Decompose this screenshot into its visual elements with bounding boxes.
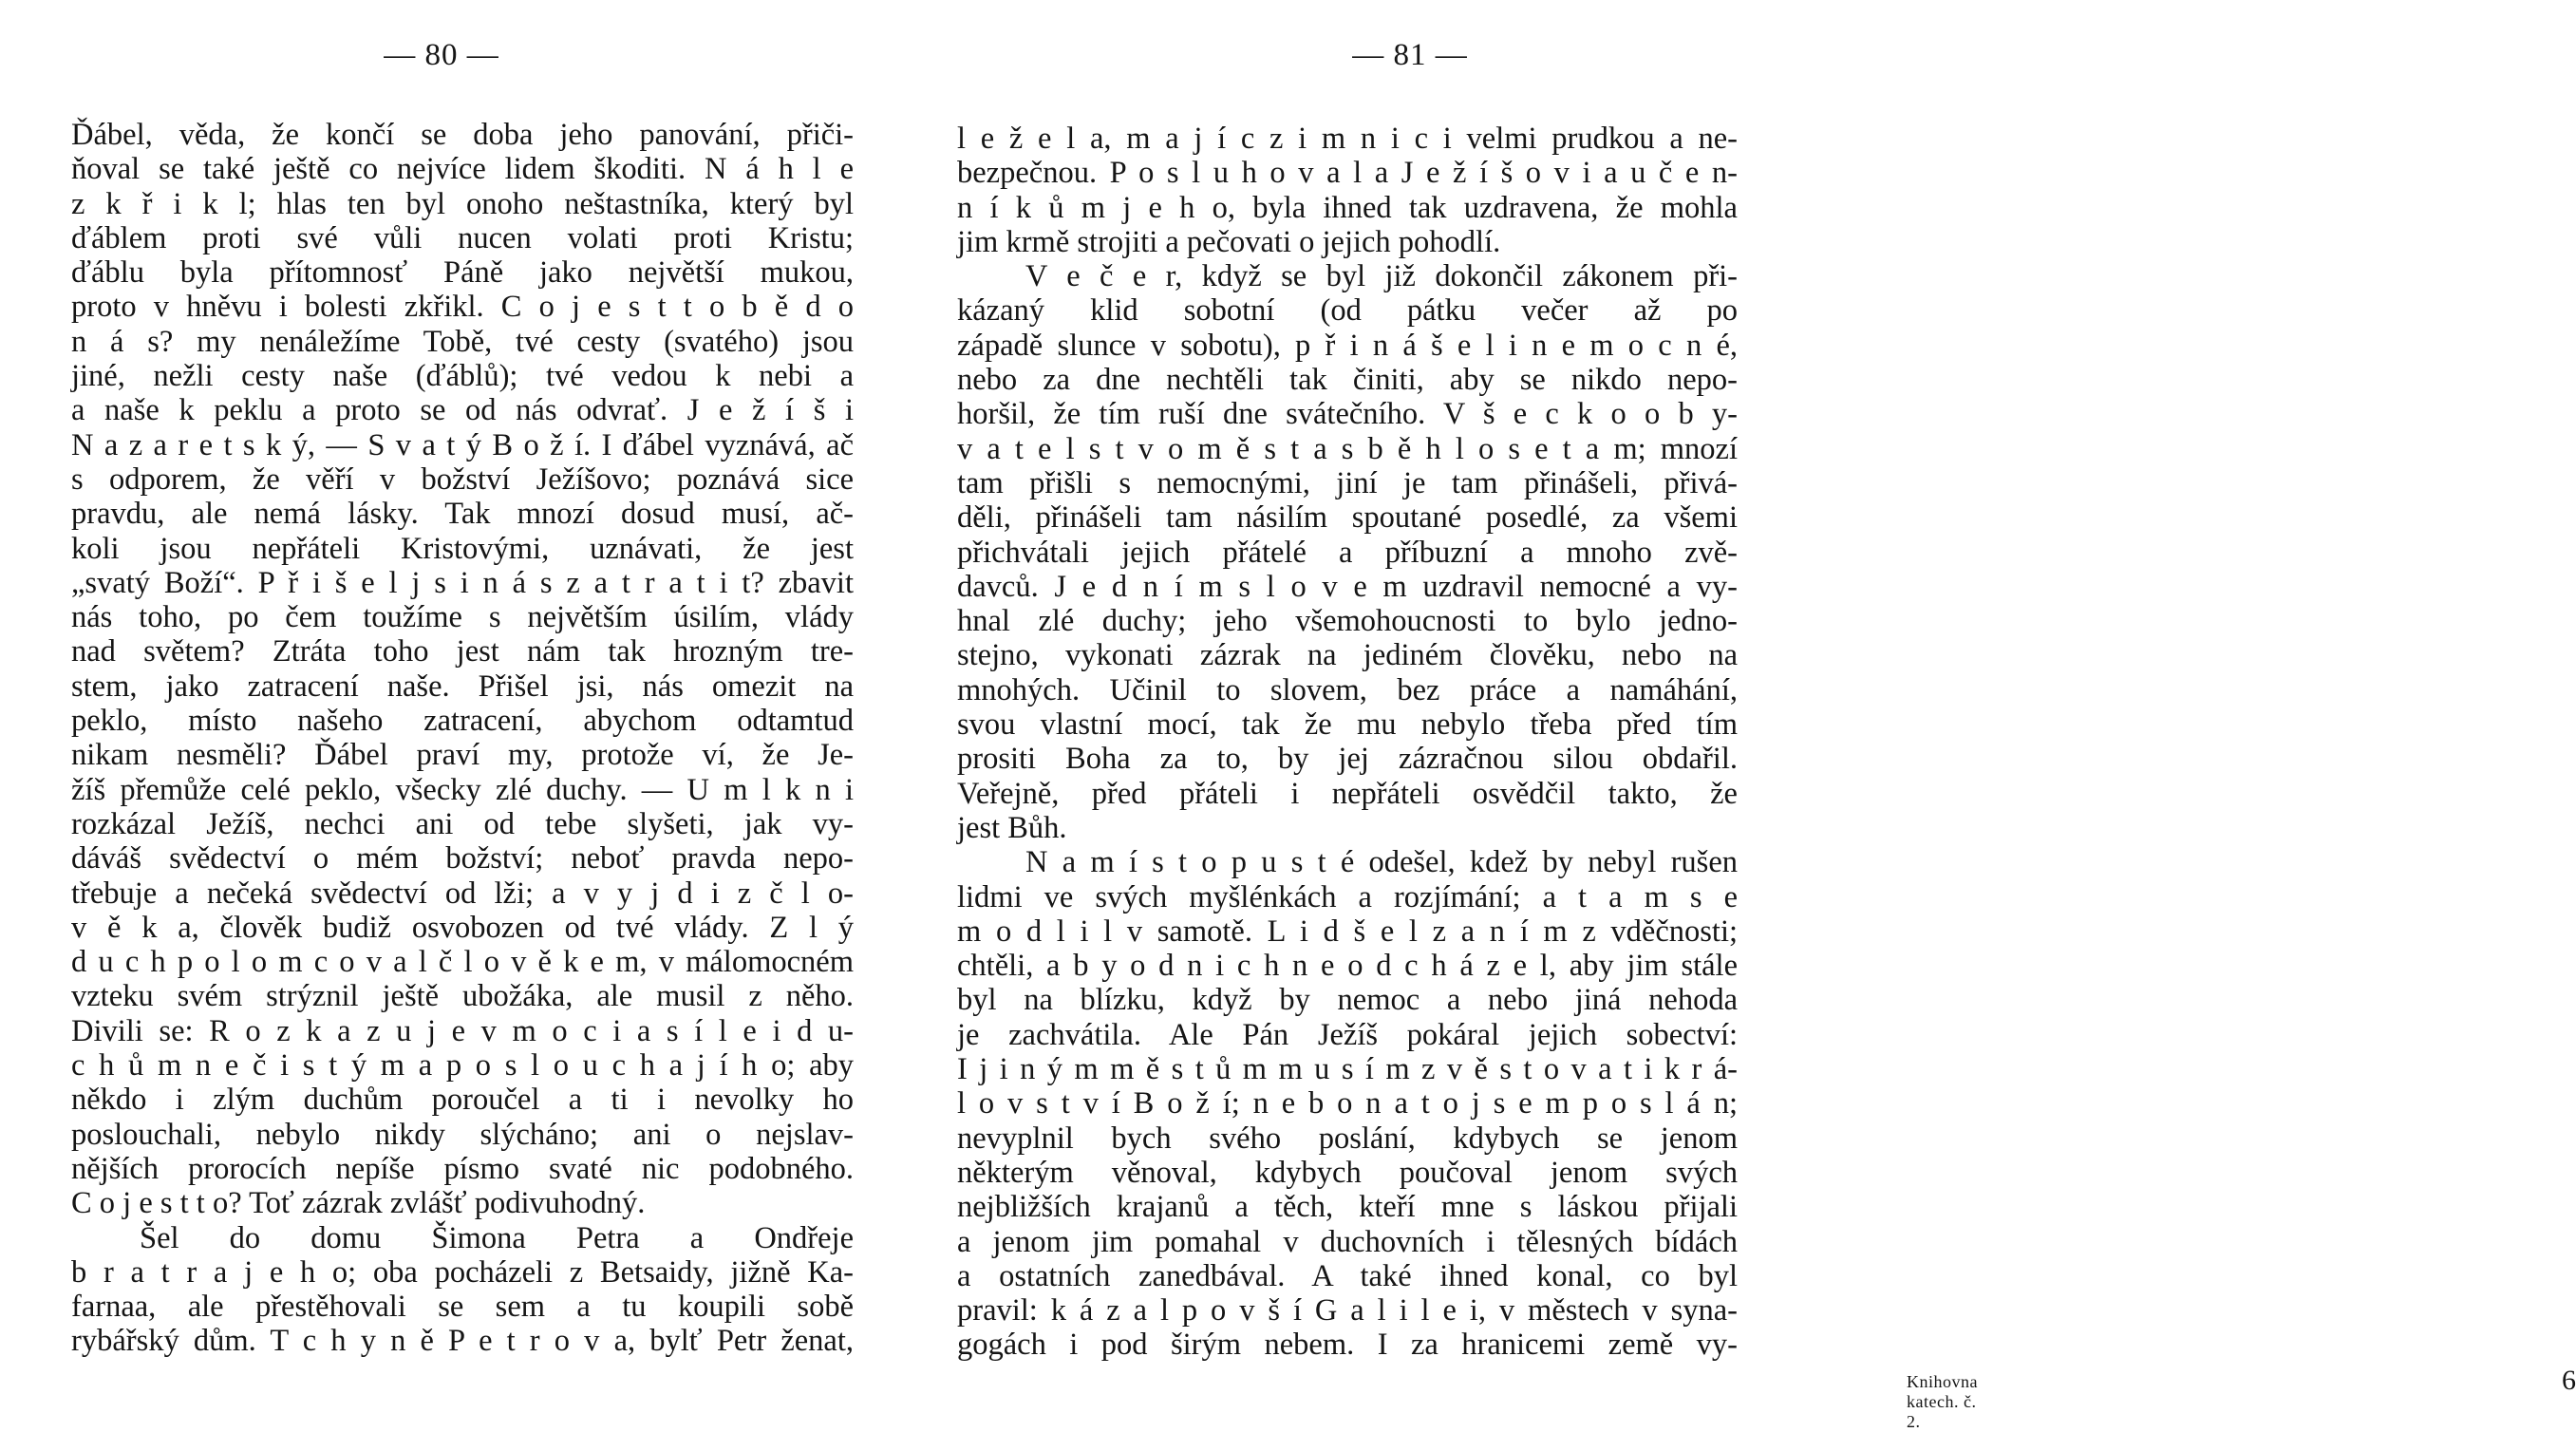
text-line: hnal zlé duchy; jeho všemohoucnosti to bylo jedno-	[957, 604, 1738, 639]
text-line: kázaný klid sobotní (od pátku večer až po	[957, 293, 1738, 329]
text-line: l o v s t v í B o ž í; n e b o n a t o j s e m p o s l á n;	[957, 1086, 1738, 1121]
text-line: přichvátali jejich přátelé a příbuzní a mnoho zvě-	[957, 535, 1738, 570]
text-line: je zachvátila. Ale Pán Ježíš pokáral jejich sobectví:	[957, 1017, 1738, 1052]
text-line: pravil: k á z a l p o v š í G a l i l e i, v městech v syna-	[957, 1293, 1738, 1328]
text-line: rozkázal Ježíš, nechci ani od tebe slyšeti, jak vy-	[71, 806, 854, 841]
text-line: nejbližších krajanů a těch, kteří mne s láskou přijali	[957, 1190, 1738, 1225]
text-line: b r a t r a j e h o; oba pocházeli z Betsaidy, jižně Ka-	[71, 1254, 854, 1290]
text-line: nikam nesměli? Ďábel praví my, protože ví, že Je-	[71, 738, 854, 773]
text-line: N a m í s t o p u s t é odešel, kdež by nebyl rušen	[1025, 845, 1738, 880]
text-line: chtěli, a b y o d n i c h n e o d c h á z e l, aby jim stále	[957, 949, 1738, 984]
right-page	[902, 0, 2576, 1431]
text-line: ďáblem proti své vůli nucen volati proti Kristu;	[71, 220, 854, 255]
text-line: stem, jako zatracení naše. Přišel jsi, nás omezit na	[71, 669, 854, 704]
text-line: jiné, nežli cesty naše (ďáblů); tvé vedou k nebi a	[71, 359, 854, 394]
text-line: horšil, že tím ruší dne svátečního. V š e c k o o b y-	[957, 397, 1738, 432]
text-line: „svatý Boží“. P ř i š e l j s i n á s z a t r a t i t? zbavit	[71, 565, 854, 600]
text-line: jim krmě strojiti a pečovati o jejich pohodlí.	[957, 224, 1501, 259]
text-line: někdo i zlým duchům poroučel a ti i nevolky ho	[71, 1083, 854, 1118]
text-line: dáváš svědectví o mém božství; neboť pravda nepo-	[71, 841, 854, 876]
text-line: některým věnoval, kdybych poučoval jenom svých	[957, 1155, 1738, 1190]
text-line: třebuje a nečeká svědectví od lži; a v y j d i z č l o-	[71, 876, 854, 911]
text-line: I j i n ý m m ě s t ů m m u s í m z v ě s t o v a t i k r á-	[957, 1052, 1738, 1087]
text-line: byl na blízku, když by nemoc a nebo jiná nehoda	[957, 983, 1738, 1018]
text-line: jest Bůh.	[957, 810, 1067, 845]
text-line: l e ž e l a, m a j í c z i m n i c i velmi prudkou a ne-	[957, 122, 1738, 156]
text-line: prositi Boha za to, by jej zázračnou silou obdařil.	[957, 742, 1738, 777]
left-page-text	[71, 118, 854, 1359]
text-line: n á s? my nenáležíme Tobě, tvé cesty (svatého) jsou	[71, 324, 854, 359]
text-line: koli jsou nepřáteli Kristovými, uznávati, že jest	[71, 531, 854, 566]
text-line: nad světem? Ztráta toho jest nám tak hrozným tre-	[71, 634, 854, 669]
text-line: rybářský dům. T c h y n ě P e t r o v a, bylť Petr ženat,	[71, 1324, 854, 1359]
text-line: nás toho, po čem toužíme s největším úsilím, vlády	[71, 600, 854, 635]
text-line: Šel do domu Šimona Petra a Ondřeje	[140, 1220, 854, 1255]
left-page	[0, 0, 902, 1424]
text-line: a jenom jim pomahal v duchovních i tělesných bídách	[957, 1224, 1738, 1259]
text-line: a naše k peklu a proto se od nás odvrať. J e ž í š i	[71, 393, 854, 428]
printer-signature: 6	[2562, 1365, 2576, 1396]
text-line: V e č e r, když se byl již dokončil zákonem při-	[1025, 259, 1738, 294]
footer-note: Knihovna katech. č. 2.	[1907, 1372, 1978, 1431]
text-line: nějších prorocích nepíše písmo svaté nic podobného.	[71, 1151, 854, 1186]
text-line: nebo za dne nechtěli tak činiti, aby se nikdo nepo-	[957, 363, 1738, 398]
text-line: poslouchali, nebylo nikdy slýcháno; ani o nejslav-	[71, 1117, 854, 1152]
text-line: a ostatních zanedbával. A také ihned konal, co byl	[957, 1258, 1738, 1293]
text-line: tam přišli s nemocnými, jiní je tam přinášeli, přivá-	[957, 465, 1738, 500]
text-line: ňoval se také ještě co nejvíce lidem škoditi. N á h l e	[71, 152, 854, 187]
text-line: mnohých. Učinil to slovem, bez práce a namáhání,	[957, 672, 1738, 707]
text-line: bezpečnou. P o s l u h o v a l a J e ž í š o v i a u č e n-	[957, 156, 1738, 191]
text-line: vzteku svém strýznil ještě ubožáka, ale musil z něho.	[71, 979, 854, 1014]
text-line: d u c h p o l o m c o v a l č l o v ě k e m, v málomocném	[71, 945, 854, 980]
text-line: n í k ů m j e h o, byla ihned tak uzdravena, že mohla	[957, 190, 1738, 225]
text-line: z k ř i k l; hlas ten byl onoho neštastníka, který byl	[71, 186, 854, 221]
page-number-left: — 80 —	[384, 38, 499, 72]
text-line: Ďábel, věda, že končí se doba jeho panování, přiči-	[71, 118, 854, 152]
text-line: pravdu, ale nemá lásky. Tak mnozí dosud musí, ač-	[71, 497, 854, 532]
text-line: děli, přinášeli tam násilím spoutané posedlé, za všemi	[957, 500, 1738, 536]
text-line: Veřejně, před přáteli i nepřáteli osvědčil takto, že	[957, 776, 1738, 811]
text-line: žíš přemůže celé peklo, všecky zlé duchy. — U m l k n i	[71, 772, 854, 807]
text-line: proto v hněvu i bolesti zkřikl. C o j e s t t o b ě d o	[71, 290, 854, 325]
text-line: nevyplnil bych svého poslání, kdybych se jenom	[957, 1121, 1738, 1156]
text-line: Divili se: R o z k a z u j e v m o c i a s í l e i d u-	[71, 1013, 854, 1048]
text-line: svou vlastní mocí, tak že mu nebylo třeba před tím	[957, 707, 1738, 743]
text-line: peklo, místo našeho zatracení, abychom odtamtud	[71, 704, 854, 739]
text-line: gogách i pod širým nebem. I za hranicemi země vy-	[957, 1328, 1738, 1363]
text-line: v ě k a, člověk budiž osvobozen od tvé vlády. Z l ý	[71, 910, 854, 945]
text-line: m o d l i l v samotě. L i d š e l z a n í m z vděčnosti;	[957, 914, 1738, 949]
text-line: C o j e s t t o? Toť zázrak zvlášť podivuhodný.	[71, 1186, 646, 1221]
text-line: c h ů m n e č i s t ý m a p o s l o u c h a j í h o; aby	[71, 1048, 854, 1083]
text-line: v a t e l s t v o m ě s t a s b ě h l o s e t a m; mnozí	[957, 431, 1738, 466]
right-page-text	[957, 122, 1738, 1363]
text-line: stejno, vykonati zázrak na jediném člověku, nebo na	[957, 638, 1738, 673]
text-line: davců. J e d n í m s l o v e m uzdravil nemocné a vy-	[957, 569, 1738, 604]
text-line: farnaa, ale přestěhovali se sem a tu koupili sobě	[71, 1290, 854, 1325]
text-line: lidmi ve svých myšlénkách a rozjímání; a t a m s e	[957, 879, 1738, 914]
text-line: ďáblu byla přítomnosť Páně jako největší mukou,	[71, 255, 854, 291]
text-line: západě slunce v sobotu), p ř i n á š e l i n e m o c n é,	[957, 328, 1738, 363]
page-number-right: — 81 —	[1352, 38, 1468, 72]
text-line: N a z a r e t s k ý, — S v a t ý B o ž í. I ďábel vyznává, ač	[71, 427, 854, 462]
text-line: s odporem, že věří v božství Ježíšovo; poznává sice	[71, 462, 854, 497]
